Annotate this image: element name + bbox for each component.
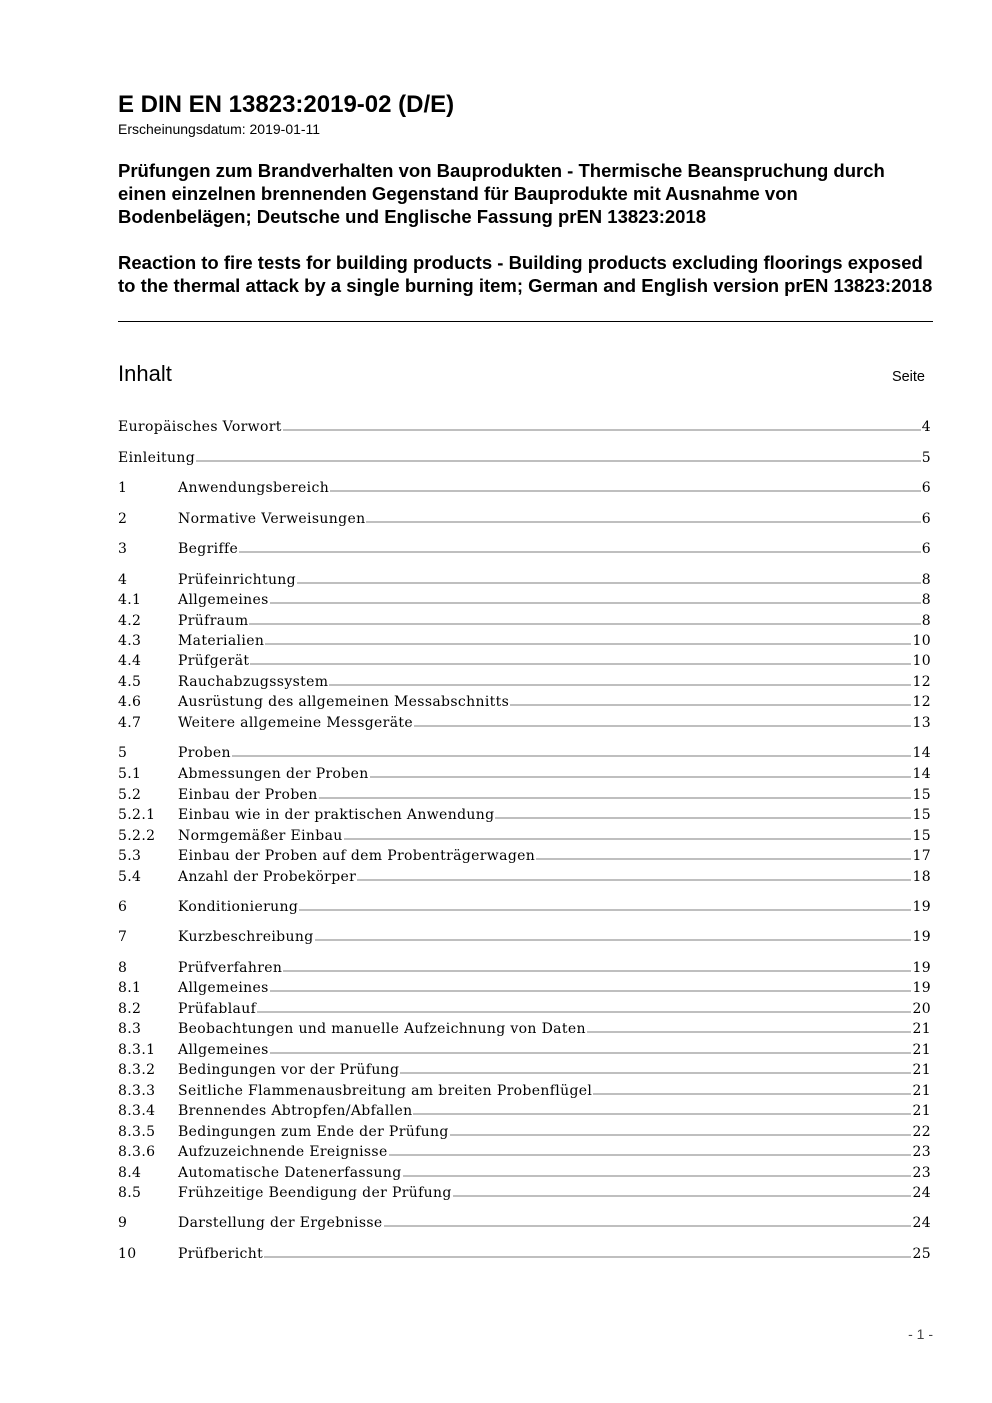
toc-entry-page: 15 <box>912 787 931 803</box>
toc-entry-page: 8 <box>921 572 931 588</box>
document-id: E DIN EN 13823:2019-02 (D/E) <box>118 91 455 118</box>
toc-entry[interactable] <box>118 631 931 652</box>
toc-dot-leader <box>450 1131 912 1136</box>
toc-entry-number: 4.4 <box>118 653 142 669</box>
toc-entry-page: 19 <box>912 960 931 976</box>
toc-dot-leader <box>330 487 921 492</box>
toc-entry-page: 21 <box>912 1083 931 1099</box>
toc-dot-leader <box>593 1090 911 1095</box>
toc-entry[interactable] <box>118 805 931 826</box>
toc-dot-leader <box>495 814 911 819</box>
toc-entry[interactable] <box>118 611 931 632</box>
toc-entry-number: 5.3 <box>118 848 142 864</box>
toc-dot-leader <box>366 518 920 523</box>
toc-entry-title: Europäisches Vorwort <box>118 419 282 435</box>
toc-entry[interactable] <box>118 570 931 591</box>
toc-entry-number: 3 <box>118 541 128 557</box>
toc-entry-number: 5.2 <box>118 787 142 803</box>
toc-entry-title: Einbau der Proben <box>178 787 318 803</box>
toc-entry-number: 5.2.1 <box>118 807 156 823</box>
toc-entry[interactable] <box>118 417 931 438</box>
toc-entry[interactable] <box>118 867 931 888</box>
toc-entry-title: Brennendes Abtropfen/Abfallen <box>178 1103 413 1119</box>
title-english: Reaction to fire tests for building products - Building products excluding floorings exposed to the thermal attack by a single burning item; German and English version prEN 13823:2018 <box>118 252 933 297</box>
toc-dot-leader <box>270 599 921 604</box>
toc-entry[interactable] <box>118 826 931 847</box>
toc-entry-title: Allgemeines <box>178 980 269 996</box>
toc-dot-leader <box>270 987 912 992</box>
toc-entry-title: Prüfgerät <box>178 653 250 669</box>
toc-entry-title: Ausrüstung des allgemeinen Messabschnitts <box>178 694 510 710</box>
toc-entry-title: Darstellung der Ergebnisse <box>178 1215 383 1231</box>
toc-dot-leader <box>587 1028 912 1033</box>
toc-entry-page: 24 <box>912 1185 931 1201</box>
toc-entry[interactable] <box>118 743 931 764</box>
toc-dot-leader <box>249 620 920 625</box>
toc-dot-leader <box>414 722 911 727</box>
toc-entry-title: Proben <box>178 745 231 761</box>
toc-entry[interactable] <box>118 927 931 948</box>
toc-entry-page: 24 <box>912 1215 931 1231</box>
toc-entry-number: 8.2 <box>118 1001 142 1017</box>
toc-entry-title: Abmessungen der Proben <box>178 766 369 782</box>
toc-dot-leader <box>370 773 912 778</box>
toc-dot-leader <box>283 426 921 431</box>
toc-entry-number: 6 <box>118 899 128 915</box>
toc-dot-leader <box>283 967 911 972</box>
toc-entry-title: Prüfablauf <box>178 1001 257 1017</box>
toc-entry-title: Beobachtungen und manuelle Aufzeichnung von Daten <box>178 1021 586 1037</box>
toc-entry-page: 17 <box>912 848 931 864</box>
toc-entry-title: Anzahl der Probekörper <box>178 869 357 885</box>
toc-entry-page: 21 <box>912 1042 931 1058</box>
toc-entry-number: 4.7 <box>118 715 142 731</box>
toc-dot-leader <box>510 701 911 706</box>
toc-entry-number: 8.1 <box>118 980 142 996</box>
toc-entry-number: 4 <box>118 572 128 588</box>
toc-entry-page: 21 <box>912 1103 931 1119</box>
toc-dot-leader <box>384 1222 912 1227</box>
toc-entry[interactable] <box>118 692 931 713</box>
toc-entry[interactable] <box>118 651 931 672</box>
toc-entry-title: Kurzbeschreibung <box>178 929 314 945</box>
toc-entry-page: 12 <box>912 674 931 690</box>
toc-entry-title: Rauchabzugssystem <box>178 674 329 690</box>
toc-entry-page: 23 <box>912 1165 931 1181</box>
toc-entry[interactable] <box>118 1183 931 1204</box>
toc-dot-leader <box>250 660 911 665</box>
toc-entry-number: 5.1 <box>118 766 142 782</box>
toc-dot-leader <box>413 1110 911 1115</box>
toc-entry-number: 10 <box>118 1246 137 1262</box>
toc-dot-leader <box>264 1253 911 1258</box>
toc-entry-page: 20 <box>912 1001 931 1017</box>
toc-entry-title: Allgemeines <box>178 1042 269 1058</box>
toc-entry-page: 19 <box>912 929 931 945</box>
toc-entry-page: 18 <box>912 869 931 885</box>
toc-entry-number: 4.2 <box>118 613 142 629</box>
toc-entry-title: Bedingungen vor der Prüfung <box>178 1062 400 1078</box>
toc-entry-number: 4.6 <box>118 694 142 710</box>
toc-entry[interactable] <box>118 785 931 806</box>
toc-entry-title: Prüfverfahren <box>178 960 283 976</box>
toc-dot-leader <box>232 752 912 757</box>
toc-entry-title: Bedingungen zum Ende der Prüfung <box>178 1124 449 1140</box>
toc-entry-page: 5 <box>921 450 931 466</box>
toc-entry-page: 10 <box>912 633 931 649</box>
page-number: - 1 - <box>908 1326 933 1342</box>
toc-entry-number: 8.3.4 <box>118 1103 156 1119</box>
toc-entry-number: 1 <box>118 480 128 496</box>
toc-entry-number: 4.1 <box>118 592 142 608</box>
toc-entry-title: Seitliche Flammenausbreitung am breiten Probenflügel <box>178 1083 593 1099</box>
toc-entry[interactable] <box>118 1019 931 1040</box>
toc-dot-leader <box>297 579 921 584</box>
toc-entry-title: Allgemeines <box>178 592 269 608</box>
toc-entry[interactable] <box>118 764 931 785</box>
toc-entry-page: 10 <box>912 653 931 669</box>
toc-entry[interactable] <box>118 978 931 999</box>
toc-entry-page: 14 <box>912 745 931 761</box>
toc-entry-number: 8.5 <box>118 1185 142 1201</box>
toc-dot-leader <box>257 1008 911 1013</box>
toc-entry-page: 19 <box>912 980 931 996</box>
toc-entry-page: 6 <box>921 480 931 496</box>
toc-entry-title: Frühzeitige Beendigung der Prüfung <box>178 1185 452 1201</box>
toc-dot-leader <box>329 681 911 686</box>
toc-dot-leader <box>270 1049 912 1054</box>
toc-entry-number: 8.3 <box>118 1021 142 1037</box>
toc-entry[interactable] <box>118 1040 931 1061</box>
toc-dot-leader <box>389 1151 912 1156</box>
toc-entry-page: 6 <box>921 541 931 557</box>
publication-date: Erscheinungsdatum: 2019-01-11 <box>118 121 321 137</box>
toc-entry-title: Einbau wie in der praktischen Anwendung <box>178 807 495 823</box>
toc-entry-title: Aufzuzeichnende Ereignisse <box>178 1144 388 1160</box>
toc-entry[interactable] <box>118 999 931 1020</box>
toc-dot-leader <box>265 640 911 645</box>
toc-heading: Inhalt <box>118 361 172 386</box>
toc-entry-title: Prüfeinrichtung <box>178 572 296 588</box>
toc-dot-leader <box>536 855 911 860</box>
toc-entry-title: Einbau der Proben auf dem Probenträgerwagen <box>178 848 536 864</box>
title-divider <box>118 321 933 322</box>
toc-dot-leader <box>403 1172 912 1177</box>
toc-entry-number: 8.3.6 <box>118 1144 156 1160</box>
toc-entry-page: 21 <box>912 1062 931 1078</box>
toc-entry-title: Anwendungsbereich <box>178 480 330 496</box>
toc-entry[interactable] <box>118 958 931 979</box>
toc-entry[interactable] <box>118 672 931 693</box>
toc-entry-number: 4.5 <box>118 674 142 690</box>
toc-entry-title: Prüfbericht <box>178 1246 264 1262</box>
toc-entry-number: 9 <box>118 1215 128 1231</box>
toc-entry-number: 5 <box>118 745 128 761</box>
toc-entry-page: 19 <box>912 899 931 915</box>
toc-entry-number: 8.4 <box>118 1165 142 1181</box>
toc-entry-title: Prüfraum <box>178 613 249 629</box>
toc-entry[interactable] <box>118 448 931 469</box>
toc-entry-number: 8 <box>118 960 128 976</box>
toc-entry-page: 22 <box>912 1124 931 1140</box>
toc-entry[interactable] <box>118 1060 931 1081</box>
toc-entry-title: Einleitung <box>118 450 196 466</box>
toc-dot-leader <box>357 876 911 881</box>
toc-entry[interactable] <box>118 1122 931 1143</box>
toc-dot-leader <box>299 906 911 911</box>
toc-entry-number: 7 <box>118 929 128 945</box>
toc-dot-leader <box>239 548 921 553</box>
toc-entry-title: Begriffe <box>178 541 239 557</box>
toc-dot-leader <box>400 1069 911 1074</box>
toc-entry[interactable] <box>118 590 931 611</box>
toc-entry-title: Normative Verweisungen <box>178 511 366 527</box>
toc-entry[interactable] <box>118 897 931 918</box>
title-german: Prüfungen zum Brandverhalten von Bauprodukten - Thermische Beanspruchung durch einen einzelnen brennenden Gegenstand für Bauprodukte mit Ausnahme von Bodenbelägen; Deutsche und Englische Fassung prEN 13823:2018 <box>118 160 885 228</box>
toc-entry-title: Automatische Datenerfassung <box>178 1165 402 1181</box>
toc-entry-title: Normgemäßer Einbau <box>178 828 343 844</box>
toc-entry-page: 8 <box>921 592 931 608</box>
toc-entry-page: 13 <box>912 715 931 731</box>
toc-entry-title: Konditionierung <box>178 899 299 915</box>
toc-entry-page: 21 <box>912 1021 931 1037</box>
toc-entry-title: Materialien <box>178 633 265 649</box>
toc-entry[interactable] <box>118 846 931 867</box>
toc-entry[interactable] <box>118 1081 931 1102</box>
toc-entry[interactable] <box>118 1101 931 1122</box>
toc-entry-page: 8 <box>921 613 931 629</box>
toc-entry-title: Weitere allgemeine Messgeräte <box>178 715 414 731</box>
toc-entry-page: 14 <box>912 766 931 782</box>
toc-entry[interactable] <box>118 509 931 530</box>
toc-entry[interactable] <box>118 713 931 734</box>
toc-entry[interactable] <box>118 1163 931 1184</box>
toc-entry-number: 2 <box>118 511 128 527</box>
toc-entry[interactable] <box>118 478 931 499</box>
toc-dot-leader <box>319 794 912 799</box>
toc-entry-page: 12 <box>912 694 931 710</box>
toc-entry-page: 4 <box>921 419 931 435</box>
toc-entry-number: 8.3.3 <box>118 1083 156 1099</box>
toc-dot-leader <box>315 936 912 941</box>
toc-entry-number: 8.3.5 <box>118 1124 156 1140</box>
toc-dot-leader <box>344 835 912 840</box>
toc-entry-number: 8.3.2 <box>118 1062 156 1078</box>
toc-entry-number: 4.3 <box>118 633 142 649</box>
toc-dot-leader <box>196 457 921 462</box>
toc-entry[interactable] <box>118 539 931 560</box>
toc-entry-page: 25 <box>912 1246 931 1262</box>
toc-entry-page: 6 <box>921 511 931 527</box>
toc-page-column-label: Seite <box>891 369 925 385</box>
toc-entry-number: 8.3.1 <box>118 1042 156 1058</box>
toc-entry[interactable] <box>118 1142 931 1163</box>
toc-dot-leader <box>453 1192 912 1197</box>
toc-entry-page: 15 <box>912 828 931 844</box>
toc-entry-number: 5.4 <box>118 869 142 885</box>
toc-entry[interactable] <box>118 1244 931 1265</box>
toc-entry-page: 15 <box>912 807 931 823</box>
toc-entry[interactable] <box>118 1213 931 1234</box>
toc-entry-page: 23 <box>912 1144 931 1160</box>
toc-entry-number: 5.2.2 <box>118 828 156 844</box>
